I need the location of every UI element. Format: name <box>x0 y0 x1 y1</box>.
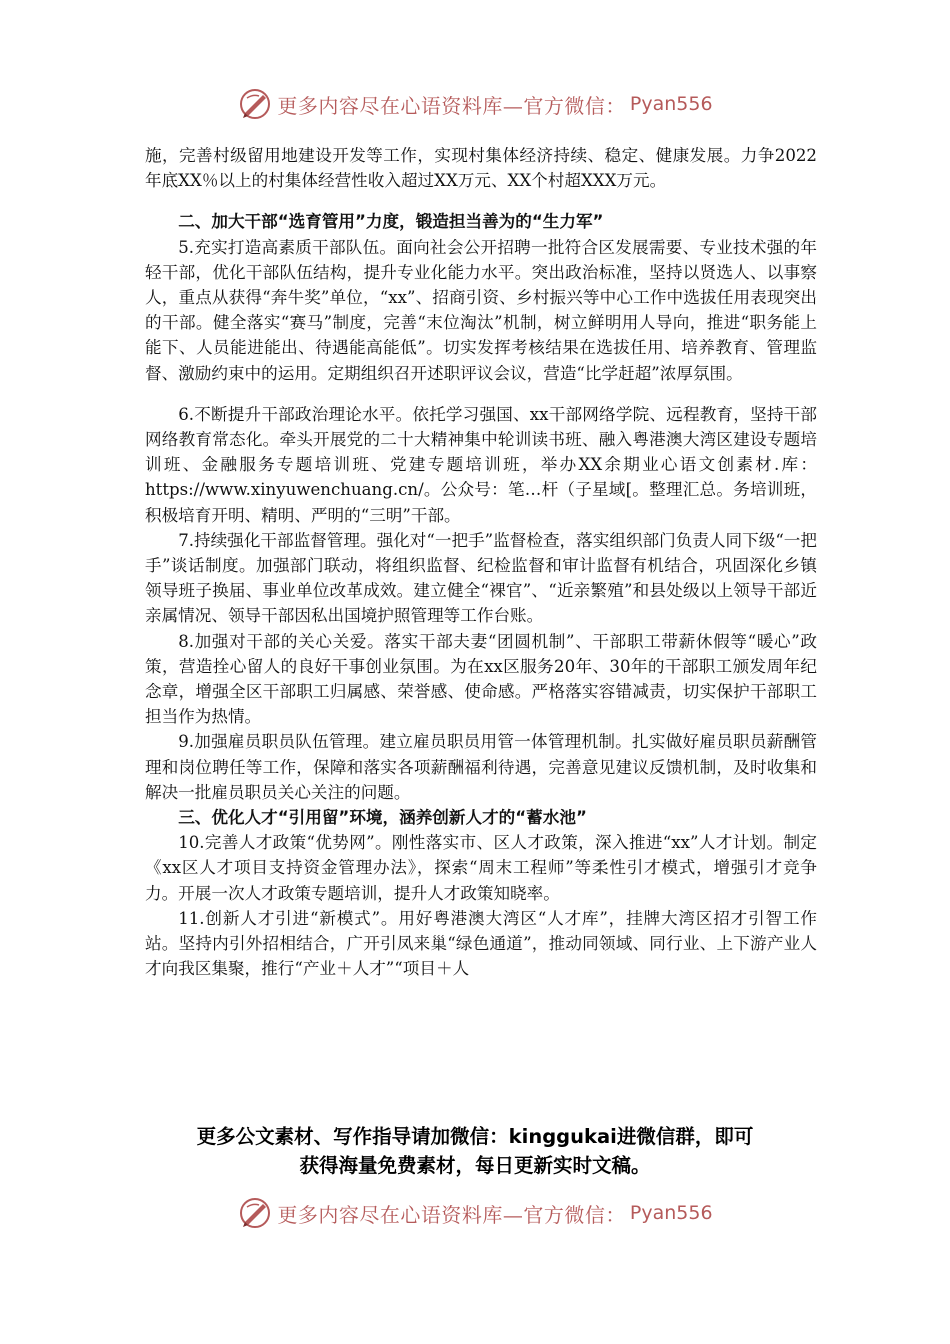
paragraph-11: 11.创新人才引进“新模式”。用好粤港澳大湾区“人才库”，挂牌大湾区招才引智工作站。坚持内引外招相结合，广开引凤来巢“绿色通道”，推动同领域、同行业、上下游产业人才向我区集聚，推行“产业＋人才”“项目＋人 <box>145 908 817 979</box>
footer-banner-text: 更多内容尽在心语资料库—官方微信： <box>277 1202 626 1227</box>
pen-writing-logo-icon <box>237 1195 273 1231</box>
footer-banner-code: Pyan556 <box>629 1202 713 1224</box>
paragraph-5: 5.充实打造高素质干部队伍。面向社会公开招聘一批符合区发展需要、专业技术强的年轻干部，优化干部队伍结构，提升专业化能力水平。突出政治标准，坚持以贤选人、以事察人，重点从获得“奔牛奖”单位，“xx”、招商引资、乡村振兴等中心工作中选拔任用表现突出的干部。健全落实“赛马”制度，完善“末位淘汰”机制，树立鲜明用人导向，推进“职务能上能下、人员能进能出、待遇能高能低”。切实发挥考核结果在选拔任用、培养教育、管理监督、激励约束中的运用。定期组织召开述职评议会议，营造“比学赶超”浓厚氛围。 <box>145 237 817 383</box>
header-banner <box>0 84 950 124</box>
header-banner-text: 更多内容尽在心语资料库—官方微信： <box>277 93 626 118</box>
document-body <box>145 143 817 982</box>
pen-writing-logo-icon <box>237 86 273 122</box>
paragraph-9: 9.加强雇员职员队伍管理。建立雇员职员用管一体管理机制。扎实做好雇员职员薪酬管理和岗位聘任等工作，保障和落实各项薪酬福利待遇，完善意见建议反馈机制，及时收集和解决一批雇员职员关心关注的问题。 <box>145 732 817 802</box>
paragraph-8: 8.加强对干部的关心关爱。落实干部夫妻“团圆机制”、干部职工带薪休假等“暖心”政策，营造拴心留人的良好干事创业氛围。为在xx区服务20年、30年的干部职工颁发周年纪念章，增强全区干部职工归属感、荣誉感、使命感。严格落实容错减责，切实保护干部职工担当作为热情。 <box>145 631 817 727</box>
section-heading-3: 三、优化人才“引用留”环境，涵养创新人才的“蓄水池” <box>178 808 587 828</box>
section-heading-2: 二、加大干部“选育管用”力度，锻造担当善为的“生力军” <box>178 212 604 232</box>
promo-line-2: 获得海量免费素材，每日更新实时文稿。 <box>299 1154 651 1177</box>
paragraph-7: 7.持续强化干部监督管理。强化对“一把手”监督检查，落实组织部门负责人同下级“一把手”谈话制度。加强部门联动，将组织监督、纪检监督和审计监督有机结合，巩固深化乡镇领导班子换届、事业单位改革成效。建立健全“裸官”、“近亲繁殖”和县处级以上领导干部近亲属情况、领导干部因私出国境护照管理等工作台账。 <box>145 530 817 626</box>
promo-notice <box>100 1122 850 1180</box>
footer-banner <box>0 1193 950 1233</box>
paragraph-6: 6.不断提升干部政治理论水平。依托学习强国、xx干部网络学院、远程教育，坚持干部网络教育常态化。牵头开展党的二十大精神集中轮训读书班、融入粤港澳大湾区建设专题培训班、金融服务专题培训班、党建专题培训班，举办XX余期业心语文创素材.库：https://www.xinyuwenchuang.cn/。公众号：笔…杆（子星域[。整理汇总。务培训班，积极培育开明、精明、严明的“三明”干部。 <box>145 404 817 525</box>
paragraph-10: 10.完善人才政策“优势网”。刚性落实市、区人才政策，深入推进“xx”人才计划。制定《xx区人才项目支持资金管理办法》，探索“周末工程师”等柔性引才模式，增强引才竞争力。开展一次人才政策专题培训，提升人才政策知晓率。 <box>145 833 817 903</box>
promo-line-1: 更多公文素材、写作指导请加微信：kinggukai进微信群，即可 <box>196 1125 754 1148</box>
header-banner-code: Pyan556 <box>629 93 713 115</box>
paragraph-intro: 施，完善村级留用地建设开发等工作，实现村集体经济持续、稳定、健康发展。力争2022年底XX％以上的村集体经营性收入超过XX万元、XX个村超XXX万元。 <box>145 146 817 191</box>
